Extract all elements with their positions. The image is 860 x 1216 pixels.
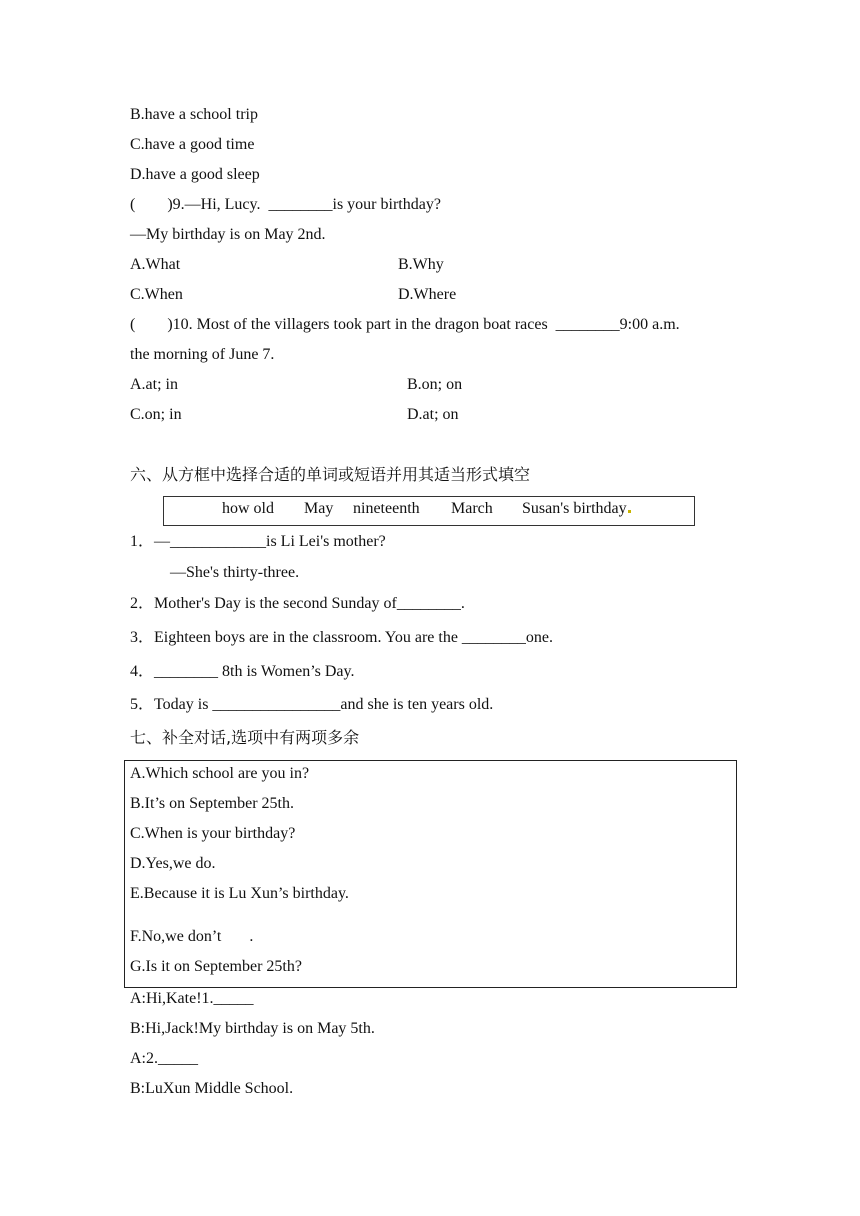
q10-post: 9:00 a.m. [619, 316, 680, 333]
word-box-item: May [304, 500, 334, 517]
q8-option-c: C.have a good time [130, 136, 255, 153]
q9-option-d: D.Where [398, 286, 457, 303]
q9-post: is your birthday? [332, 196, 441, 213]
q10-option-a: A.at; in [130, 376, 178, 393]
dialogue-option-e: E.Because it is Lu Xun’s birthday. [130, 885, 349, 902]
dialogue-option-c: C.When is your birthday? [130, 825, 296, 842]
q9-option-b: B.Why [398, 256, 444, 273]
dialogue-option-f: F.No,we don’t . [130, 928, 254, 945]
word-box-item: nineteenth [353, 500, 420, 517]
q9-option-a: A.What [130, 256, 181, 273]
q10-option-b: B.on; on [407, 376, 463, 393]
dialogue-line-2: B:Hi,Jack!My birthday is on May 5th. [130, 1020, 375, 1037]
q9-blank: ________ [268, 196, 333, 213]
q10-line2: the morning of June 7. [130, 346, 275, 363]
q10-option-c: C.on; in [130, 406, 182, 423]
dialogue-option-g: G.Is it on September 25th? [130, 958, 302, 975]
section6-heading: 六、从方框中选择合适的单词或短语并用其适当形式填空 [130, 465, 531, 484]
q9-pre: 9.—Hi, Lucy. [172, 196, 269, 213]
fill-item-4: 4．________ 8th is Women’s Day. [130, 663, 355, 680]
q9-paren: ( ) [130, 196, 173, 213]
word-box-item: Susan's birthday [522, 499, 631, 519]
q10-pre: 10. Most of the villagers took part in the dragon boat races [172, 316, 556, 333]
dialogue-line-3: A:2._____ [130, 1050, 198, 1067]
q9-stem [130, 195, 441, 215]
q9-answer-line: —My birthday is on May 2nd. [130, 226, 326, 243]
dialogue-option-a: A.Which school are you in? [130, 765, 310, 782]
q10-paren: ( ) [130, 316, 173, 333]
q8-option-b: B.have a school trip [130, 106, 258, 123]
word-box-item: how old [222, 500, 274, 517]
marker-dot [628, 510, 631, 513]
dialogue-option-b: B.It’s on September 25th. [130, 795, 294, 812]
fill-item-5: 5．Today is ________________and she is ten years old. [130, 696, 494, 713]
dialogue-line-4: B:LuXun Middle School. [130, 1080, 294, 1097]
section7-heading: 七、补全对话,选项中有两项多余 [130, 728, 360, 747]
dialogue-option-d: D.Yes,we do. [130, 855, 216, 872]
q10-blank: ________ [555, 316, 620, 333]
q8-option-d: D.have a good sleep [130, 166, 260, 183]
word-box-item: March [451, 500, 493, 517]
fill-item-1: 1．—____________is Li Lei's mother? [130, 533, 386, 550]
q10-option-d: D.at; on [407, 406, 459, 423]
q9-option-c: C.When [130, 286, 183, 303]
dialogue-line-1: A:Hi,Kate!1._____ [130, 990, 254, 1007]
fill-item-1-answer: —She's thirty-three. [170, 564, 300, 581]
fill-item-3: 3．Eighteen boys are in the classroom. You are the ________one. [130, 629, 554, 646]
fill-item-2: 2．Mother's Day is the second Sunday of________. [130, 595, 465, 612]
q10-stem [130, 315, 680, 335]
